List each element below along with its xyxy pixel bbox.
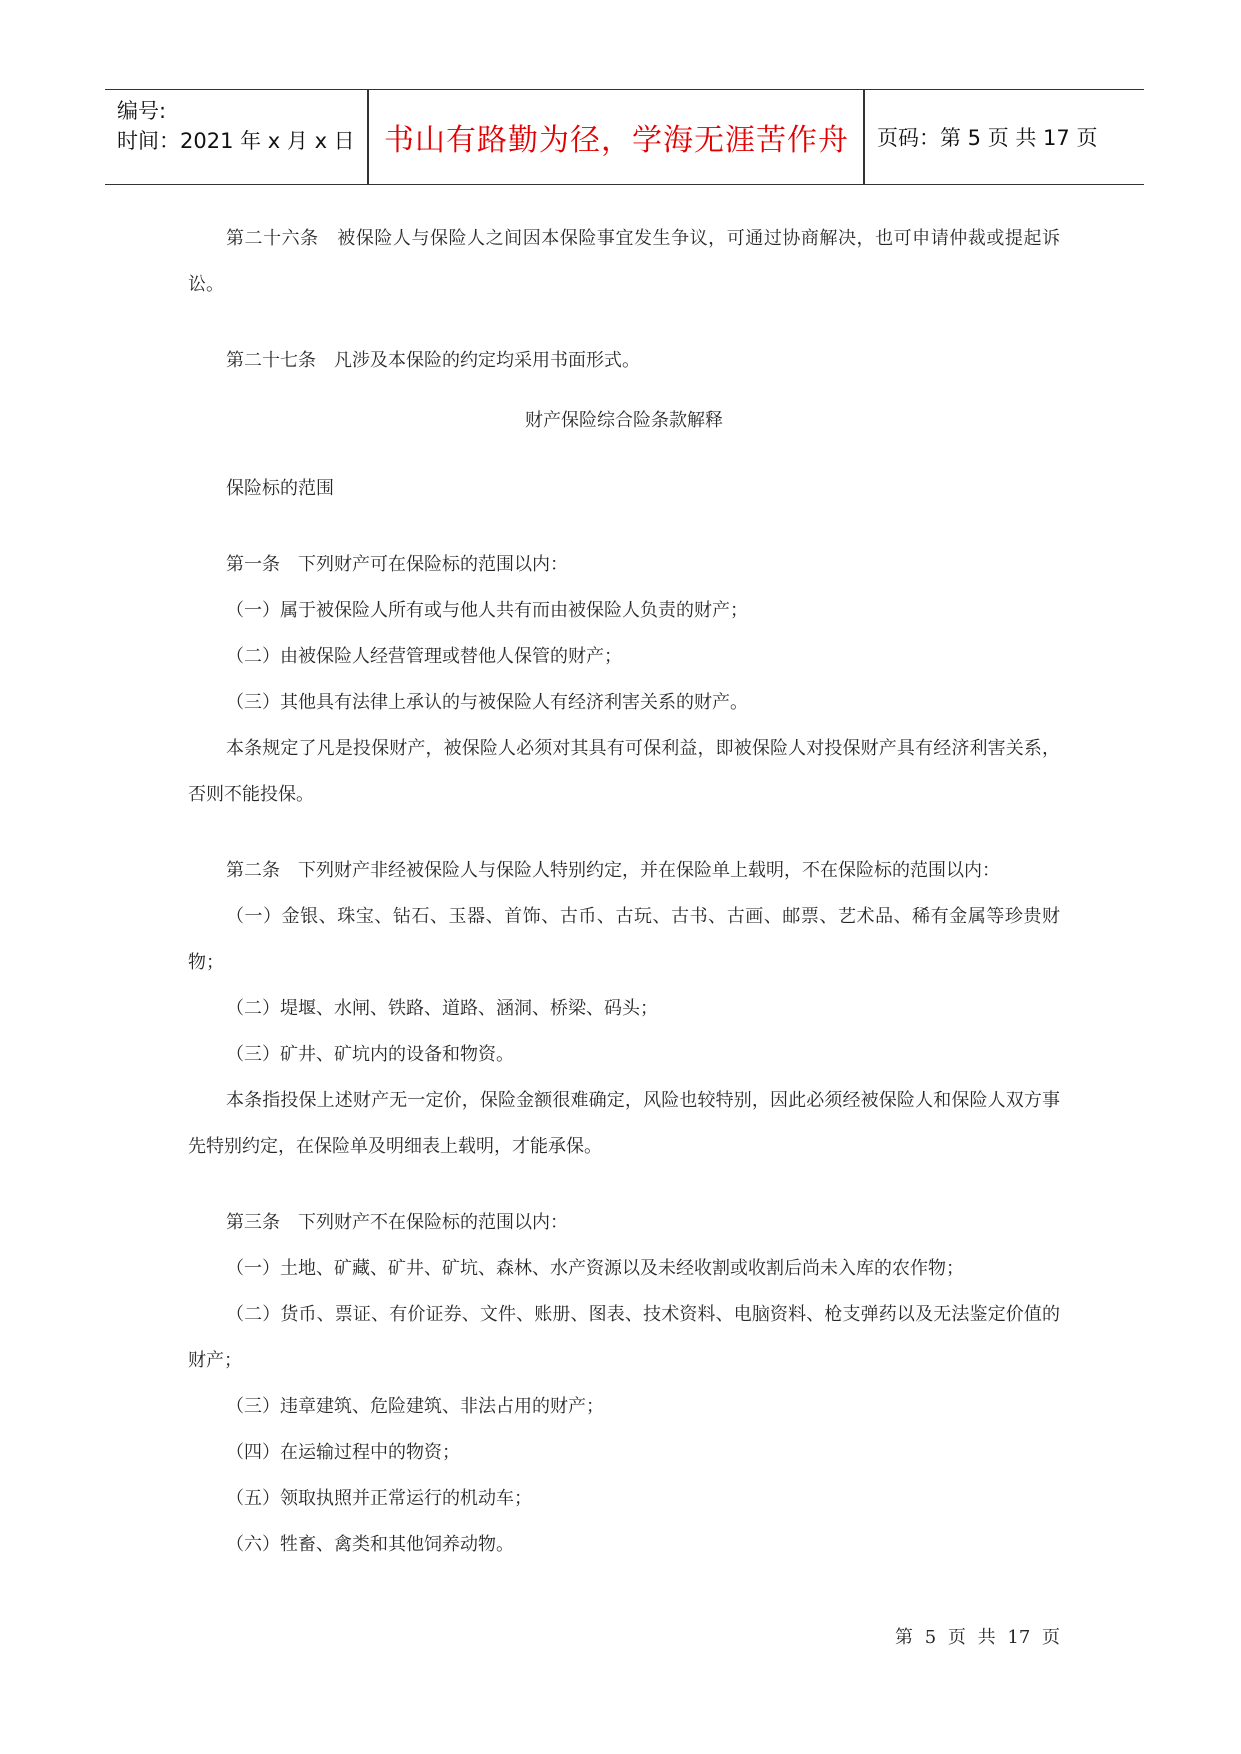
article-1-item-3: （三）其他具有法律上承认的与被保险人有经济利害关系的财产。 <box>226 692 748 713</box>
article-27: 第二十七条 凡涉及本保险的约定均采用书面形式。 <box>226 350 640 371</box>
article-1: 第一条 下列财产可在保险标的范围以内： <box>226 554 568 575</box>
document-number-label: 编号: <box>117 99 167 123</box>
subsection-title: 保险标的范围 <box>226 478 334 499</box>
article-2: 第二条 下列财产非经被保险人与保险人特别约定，并在保险单上载明，不在保险标的范围以内： <box>226 860 1000 881</box>
header-page-label: 页码：第 5 页 共 17 页 <box>877 126 1098 150</box>
article-3-item-1: （一）土地、矿藏、矿井、矿坑、森林、水产资源以及未经收割或收割后尚未入库的农作物； <box>226 1258 964 1279</box>
article-3: 第三条 下列财产不在保险标的范围以内： <box>226 1212 568 1233</box>
section-title: 财产保险综合险条款解释 <box>525 410 723 431</box>
article-3-item-3: （三）违章建筑、危险建筑、非法占用的财产； <box>226 1396 604 1417</box>
page-header <box>105 89 1144 185</box>
article-1-explanation: 本条规定了凡是投保财产，被保险人必须对其具有可保利益，即被保险人对投保财产具有经济利害关系，否则不能投保。 <box>188 738 1060 805</box>
article-3-item-6: （六）牲畜、禽类和其他饲养动物。 <box>226 1534 514 1555</box>
article-2-item-3: （三）矿井、矿坑内的设备和物资。 <box>226 1044 514 1065</box>
article-1-item-1: （一）属于被保险人所有或与他人共有而由被保险人负责的财产； <box>226 600 748 621</box>
page-footer: 第 5 页 共 17 页 <box>895 1627 1060 1648</box>
article-1-item-2: （二）由被保险人经营管理或替他人保管的财产； <box>226 646 622 667</box>
article-26: 第二十六条 被保险人与保险人之间因本保险事宜发生争议，可通过协商解决，也可申请仲裁或提起诉讼。 <box>188 228 1060 295</box>
document-time-label: 时间：2021 年 x 月 x 日 <box>117 129 355 153</box>
article-2-item-1: （一）金银、珠宝、钻石、玉器、首饰、古币、古玩、古书、古画、邮票、艺术品、稀有金属等珍贵财物； <box>188 906 1060 973</box>
header-divider-left <box>367 90 369 184</box>
article-3-item-2: （二）货币、票证、有价证券、文件、账册、图表、技术资料、电脑资料、枪支弹药以及无法鉴定价值的财产； <box>188 1304 1060 1371</box>
header-meta <box>117 96 355 156</box>
header-motto: 书山有路勤为径，学海无涯苦作舟 <box>384 123 849 158</box>
article-2-item-2: （二）堤堰、水闸、铁路、道路、涵洞、桥梁、码头； <box>226 998 658 1019</box>
header-divider-right <box>863 90 865 184</box>
article-3-item-5: （五）领取执照并正常运行的机动车； <box>226 1488 532 1509</box>
article-3-item-4: （四）在运输过程中的物资； <box>226 1442 460 1463</box>
document-body <box>188 216 1060 1568</box>
article-2-explanation: 本条指投保上述财产无一定价，保险金额很难确定，风险也较特别，因此必须经被保险人和保险人双方事先特别约定，在保险单及明细表上载明，才能承保。 <box>188 1090 1060 1157</box>
